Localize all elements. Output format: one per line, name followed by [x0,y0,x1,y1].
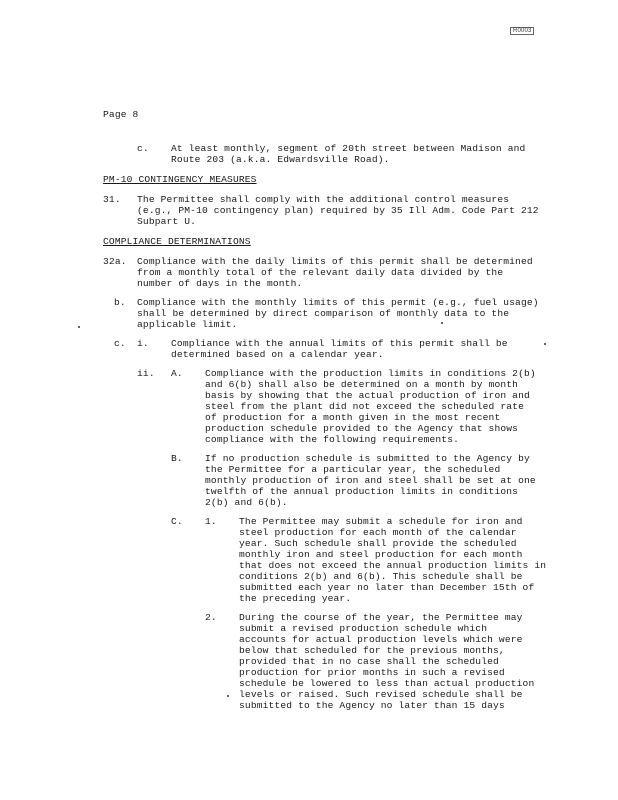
text-line: monthly production of iron and steel shall be set at one [205,475,536,486]
text-line: determined based on a calendar year. [171,349,384,360]
scan-speck [441,322,443,324]
text-line: Compliance with the daily limits of this permit shall be determined [137,256,533,267]
condition-number: 31. [103,194,121,205]
condition-number: 32a. [103,256,127,267]
scan-speck [78,326,80,328]
text-line: levels or raised. Such revised schedule shall be [239,689,523,700]
text-line: Compliance with the production limits in conditions 2(b) [205,368,536,379]
text-line: (e.g., PM-10 contingency plan) required by 35 Ill Adm. Code Part 212 [137,205,539,216]
text-line: Compliance with the monthly limits of this permit (e.g., fuel usage) [137,297,539,308]
text-line: below that scheduled for the previous months, [239,645,505,656]
text-line: conditions 2(b) and 6(b). This schedule shall be [239,571,523,582]
text-line: the preceding year. [239,593,352,604]
text-line: shall be determined by direct comparison of monthly data to the [137,308,510,319]
text-line: The Permittee shall comply with the additional control measures [137,194,510,205]
text-line: submitted to the Agency no later than 15 days [239,700,505,711]
section-heading: PM-10 CONTINGENCY MEASURES [103,174,257,185]
item-label: ii. [137,368,155,379]
text-line: accounts for actual production levels which were [239,634,523,645]
text-line: and 6(b) shall also be determined on a month by month [205,379,519,390]
text-line: number of days in the month. [137,278,303,289]
item-label: B. [171,453,183,464]
text-line: year. Such schedule shall provide the scheduled [239,538,517,549]
page-label: Page 8 [103,109,139,120]
text-line: Subpart U. [137,216,197,227]
section-heading: COMPLIANCE DETERMINATIONS [103,236,251,247]
text-line: twelfth of the annual production limits in conditions [205,486,519,497]
text-line: The Permittee may submit a schedule for iron and [239,516,523,527]
text-line: During the course of the year, the Permittee may [239,612,523,623]
text-line: provided that in no case shall the scheduled [239,656,499,667]
text-line: 2(b) and 6(b). [205,497,288,508]
text-line: that does not exceed the annual production limits in [239,560,547,571]
item-label: 2. [205,612,217,623]
text-line: the Permittee for a particular year, the scheduled [205,464,501,475]
text-line: schedule be lowered to less than actual production [239,678,535,689]
text-line: production schedule provided to the Agency that shows [205,423,519,434]
text-line: At least monthly, segment of 20th street between Madison and [171,143,526,154]
text-line: steel from the plant did not exceed the scheduled rate [205,401,524,412]
item-label: i. [137,338,149,349]
item-label: c. [114,338,126,349]
text-line: submit a revised production schedule which [239,623,488,634]
item-label: 1. [205,516,217,527]
item-label: A. [171,368,183,379]
item-label: C. [171,516,183,527]
text-line: If no production schedule is submitted to the Agency by [205,453,530,464]
item-label: c. [137,143,149,154]
text-line: from a monthly total of the relevant daily data divided by the [137,267,504,278]
text-line: basis by showing that the actual production of iron and [205,390,530,401]
text-line: Compliance with the annual limits of this permit shall be [171,338,508,349]
document-stamp: R0003 [510,27,534,35]
scan-speck [544,343,546,345]
item-label: b. [114,297,126,308]
text-line: steel production for each month of the calendar [239,527,517,538]
text-line: of production for a month given in the most recent [205,412,501,423]
text-line: production for prior months in such a revised [239,667,505,678]
text-line: compliance with the following requirements. [205,434,460,445]
scan-speck [227,695,229,697]
text-line: Route 203 (a.k.a. Edwardsville Road). [171,154,390,165]
text-line: applicable limit. [137,319,238,330]
text-line: submitted each year no later than December 15th of [239,582,535,593]
text-line: monthly iron and steel production for each month [239,549,523,560]
